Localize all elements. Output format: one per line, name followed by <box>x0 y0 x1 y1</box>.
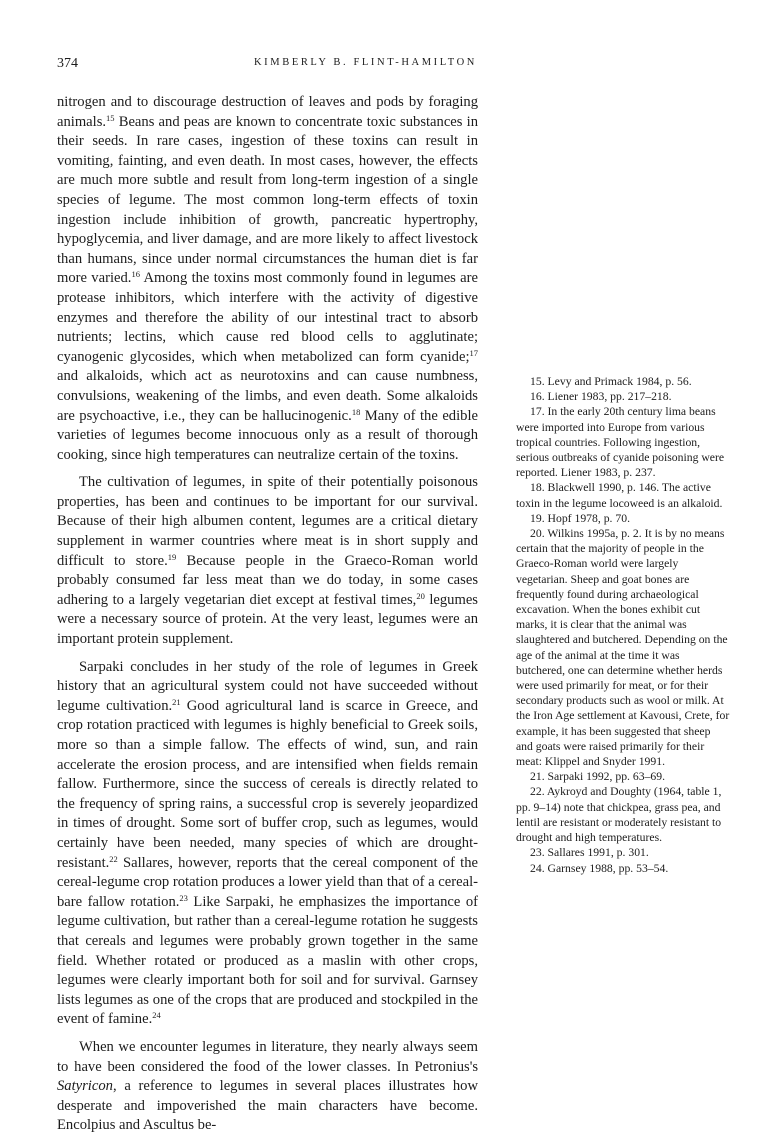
page-number: 374 <box>57 56 78 71</box>
footnote-ref-24[interactable]: 24 <box>152 1010 161 1021</box>
work-title: Satyricon <box>57 1078 113 1095</box>
footnote-15: 15. Levy and Primack 1984, p. 56. <box>530 375 692 388</box>
paragraph-2: The cultivation of legumes, in spite of their potentially poisonous properties, has been and continues to be important for our survival. Because of their high albumen content, legumes are a critical dietary supplement in warmer countries where meat is in short supply and difficult to store.$^{19}$ Because people in the Graeco-Roman world probably consumed far less meat than we do today, in some cases adhering to a largely vegetarian diet except at festival times,$^{20}$ legumes were a necessary source of protein. At the very least, legumes were an important protein supplement. <box>57 474 478 648</box>
footnote-22: 22. Aykroyd and Doughty (1964, table 1, pp. 9–14) note that chickpea, grass pea, and lentil are resistant or moderately resistant to drought and high temperatures. <box>516 785 722 845</box>
footnote-20: 20. Wilkins 1995a, p. 2. It is by no means certain that the majority of people in the Graeco-Roman world were largely vegetarian. Sheep and goat bones are frequently found during archaeological excavation. When the bones exhibit cut marks, it is clear that the animal was slaughtered and butchered. Depending on the age of the animal at the time it was butchered, one can determine whether herds were used primarily for meat, or for their secondary products such as wool or milk. At the Iron Age settlement at Kavousi, Crete, for example, it has been suggested that sheep and goats were raised primarily for their meat: Klippel and Snyder 1991. <box>516 527 730 769</box>
footnote-ref-21[interactable]: 21 <box>172 696 181 707</box>
footnote-ref-15[interactable]: 15 <box>106 112 115 123</box>
footnote-ref-23[interactable]: 23 <box>179 892 188 903</box>
paragraph-3: Sarpaki concludes in her study of the role of legumes in Greek history that an agricultural system could not have succeeded without legume cultivation.$^{21}$ Good agricultural land is scarce in Greece, and crop rotation practiced with legumes is highly beneficial to Greek soils, more so than a simple fallow. The effects of wind, sun, and rain accelerate the erosion process, and are intensified when fields remain fallow. Furthermore, since the success of cereals is directly related to the frequency of spring rains, a successful crop is severely jeopardized in times of drought. Some sort of buffer crop, such as legumes, would certainly have been needed, many species of which are drought-resistant.$^{22}$ Sallares, however, reports that the cereal component of the cereal-legume crop rotation produces a lower yield than that of a cereal-bare fallow rotation.$^{23}$ Like Sarpaki, he emphasizes the importance of legume cultivation, but rather than a cereal-legume rotation he suggests that cereals and legumes were probably grown together in the same field. Whether rotated or produced as a maslin with other crops, legumes were clearly important both for soil and for survival. Garnsey lists legumes as one of the crops that are produced and stockpiled in the event of famine.$^{24}$ <box>57 658 478 1028</box>
footnote-ref-19[interactable]: 19 <box>167 551 177 562</box>
footnote-17: 17. In the early 20th century lima beans were imported into Europe from various tropical countries. Following ingestion, serious outbreaks of cyanide poisoning were reported. Liener 1983, p. 237. <box>516 405 725 480</box>
footnote-24: 24. Garnsey 1988, pp. 53–54. <box>530 861 669 875</box>
footnote-ref-20[interactable]: 20 <box>416 590 425 601</box>
footnote-ref-16[interactable]: 16 <box>131 269 140 280</box>
footnote-ref-17[interactable]: 17 <box>469 347 478 358</box>
footnote-ref-22[interactable]: 22 <box>109 853 118 864</box>
running-head <box>57 56 477 72</box>
footnote-ref-18[interactable]: 18 <box>351 406 361 417</box>
running-title: KIMBERLY B. FLINT-HAMILTON <box>254 57 477 68</box>
paragraph-1: nitrogen and to discourage destruction of leaves and pods by foraging animals.$^{15}$ Beans and peas are known to concentrate toxic substances in their seeds. In rare cases, ingestion of these toxins can result in vomiting, fainting, and even death. In most cases, however, the effects are much more subtle and result from long-term ingestion of a single species of legume. The most common long-term effects of toxin ingestion include inhibition of growth, pancreatic hypertrophy, hypoglycemia, and liver damage, and are more likely to affect livestock than humans, since under normal circumstances the human diet is far more varied.$^{16}$ Among the toxins most commonly found in legumes are protease inhibitors, which interfere with the activity of digestive enzymes and therefore the ability of our intestinal tract to absorb nutrients; lectins, which cause red blood cells to agglutinate; cyanogenic glycosides, which when metabolized can form cyanide;$^{17}$ and alkaloids, which act as neurotoxins and can cause numbness, convulsions, weakening of the limbs, and even death. Some alkaloids are psychoactive, i.e., they can be hallucinogenic.$^{18}$ Many of the edible varieties of legumes become innocuous only as a result of thorough cooking, since high temperatures can neutralize certain of the toxins. <box>57 94 478 463</box>
footnote-18: 18. Blackwell 1990, p. 146. The active toxin in the legume locoweed is an alkaloid. <box>516 481 723 510</box>
footnote-23: 23. Sallares 1991, p. 301. <box>530 846 649 860</box>
footnote-19: 19. Hopf 1978, p. 70. <box>530 511 630 525</box>
paragraph-4: When we encounter legumes in literature, they nearly always seem to have been considered the food of the lower classes. In Petronius's Satyricon, a reference to legumes in several places illustrates how desperate and impoverished the main characters have become. Encolpius and Ascultus be- <box>57 1038 478 1134</box>
main-text <box>57 93 478 1136</box>
footnote-16: 16. Liener 1983, pp. 217–218. <box>530 390 672 404</box>
footnote-21: 21. Sarpaki 1992, pp. 63–69. <box>530 770 666 784</box>
footnotes <box>516 374 730 876</box>
